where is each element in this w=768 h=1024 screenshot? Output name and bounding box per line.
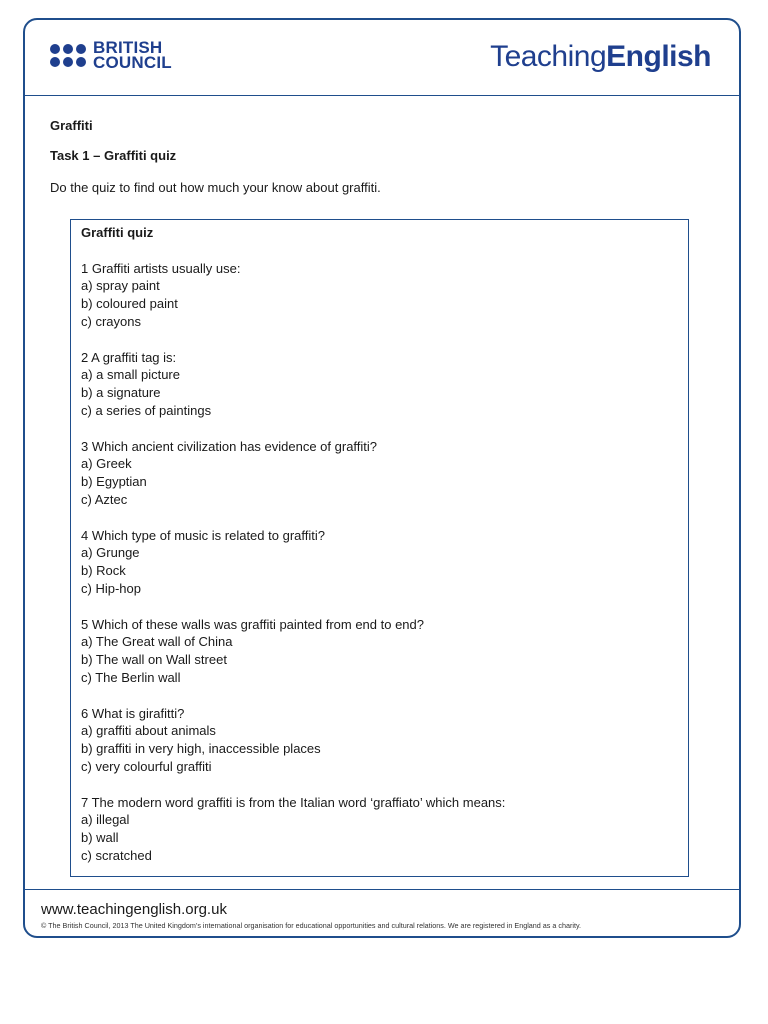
question-text: 6 What is girafitti?	[81, 705, 185, 721]
option-c: c) a series of paintings	[81, 402, 212, 418]
option-a: a) The Great wall of China	[81, 634, 233, 650]
option-b: b) a signature	[81, 385, 161, 401]
british-council-dots-icon	[50, 44, 86, 67]
quiz-question-3	[81, 438, 678, 509]
option-b: b) Egyptian	[81, 474, 147, 490]
question-text: 5 Which of these walls was graffiti painted from end to end?	[81, 616, 425, 632]
brand-line-2: COUNCIL	[93, 53, 172, 72]
option-b: b) graffiti in very high, inaccessible places	[81, 741, 321, 757]
option-b: b) Rock	[81, 563, 126, 579]
question-text: 1 Graffiti artists usually use:	[81, 260, 241, 276]
quiz-question-1	[81, 260, 678, 331]
document-title: Graffiti	[50, 118, 93, 133]
quiz-question-7	[81, 794, 678, 865]
question-text: 2 A graffiti tag is:	[81, 349, 177, 365]
option-a: a) graffiti about animals	[81, 723, 216, 739]
option-b: b) coloured paint	[81, 296, 178, 312]
task-instruction: Do the quiz to find out how much your know about graffiti.	[50, 180, 381, 195]
option-a: a) Grunge	[81, 545, 140, 561]
quiz-question-6	[81, 705, 678, 776]
question-text: 4 Which type of music is related to graffiti?	[81, 527, 325, 543]
quiz-question-4	[81, 527, 678, 598]
question-text: 7 The modern word graffiti is from the Italian word ‘graffiato’ which means:	[81, 794, 506, 810]
header-divider	[25, 95, 740, 96]
task-title: Task 1 – Graffiti quiz	[50, 148, 177, 163]
option-c: c) The Berlin wall	[81, 669, 181, 685]
teaching-english-logo	[490, 40, 711, 74]
option-c: c) very colourful graffiti	[81, 758, 212, 774]
brand-line-1: BRITISH	[93, 38, 163, 57]
option-b: b) The wall on Wall street	[81, 652, 227, 668]
footer-website-link[interactable]: www.teachingenglish.org.uk	[41, 901, 227, 918]
quiz-question-2	[81, 349, 678, 420]
option-a: a) spray paint	[81, 278, 160, 294]
option-c: c) Hip-hop	[81, 580, 141, 596]
quiz-title: Graffiti quiz	[81, 225, 154, 240]
option-a: a) illegal	[81, 812, 130, 828]
option-c: c) crayons	[81, 313, 141, 329]
british-council-wordmark	[93, 40, 172, 70]
quiz-box	[70, 219, 689, 877]
option-c: c) scratched	[81, 847, 152, 863]
teaching-english-logo-light: Teaching	[490, 40, 607, 73]
option-b: b) wall	[81, 830, 119, 846]
british-council-logo	[50, 40, 172, 70]
footer-divider	[25, 889, 740, 890]
option-c: c) Aztec	[81, 491, 128, 507]
footer-copyright: © The British Council, 2013 The United Kingdom’s international organisation for educational opportunities and cultural relations. We are registered in England as a charity.	[41, 921, 582, 930]
option-a: a) Greek	[81, 456, 132, 472]
teaching-english-logo-bold: English	[606, 40, 711, 73]
question-text: 3 Which ancient civilization has evidence of graffiti?	[81, 438, 378, 454]
option-a: a) a small picture	[81, 367, 180, 383]
quiz-question-5	[81, 616, 678, 687]
